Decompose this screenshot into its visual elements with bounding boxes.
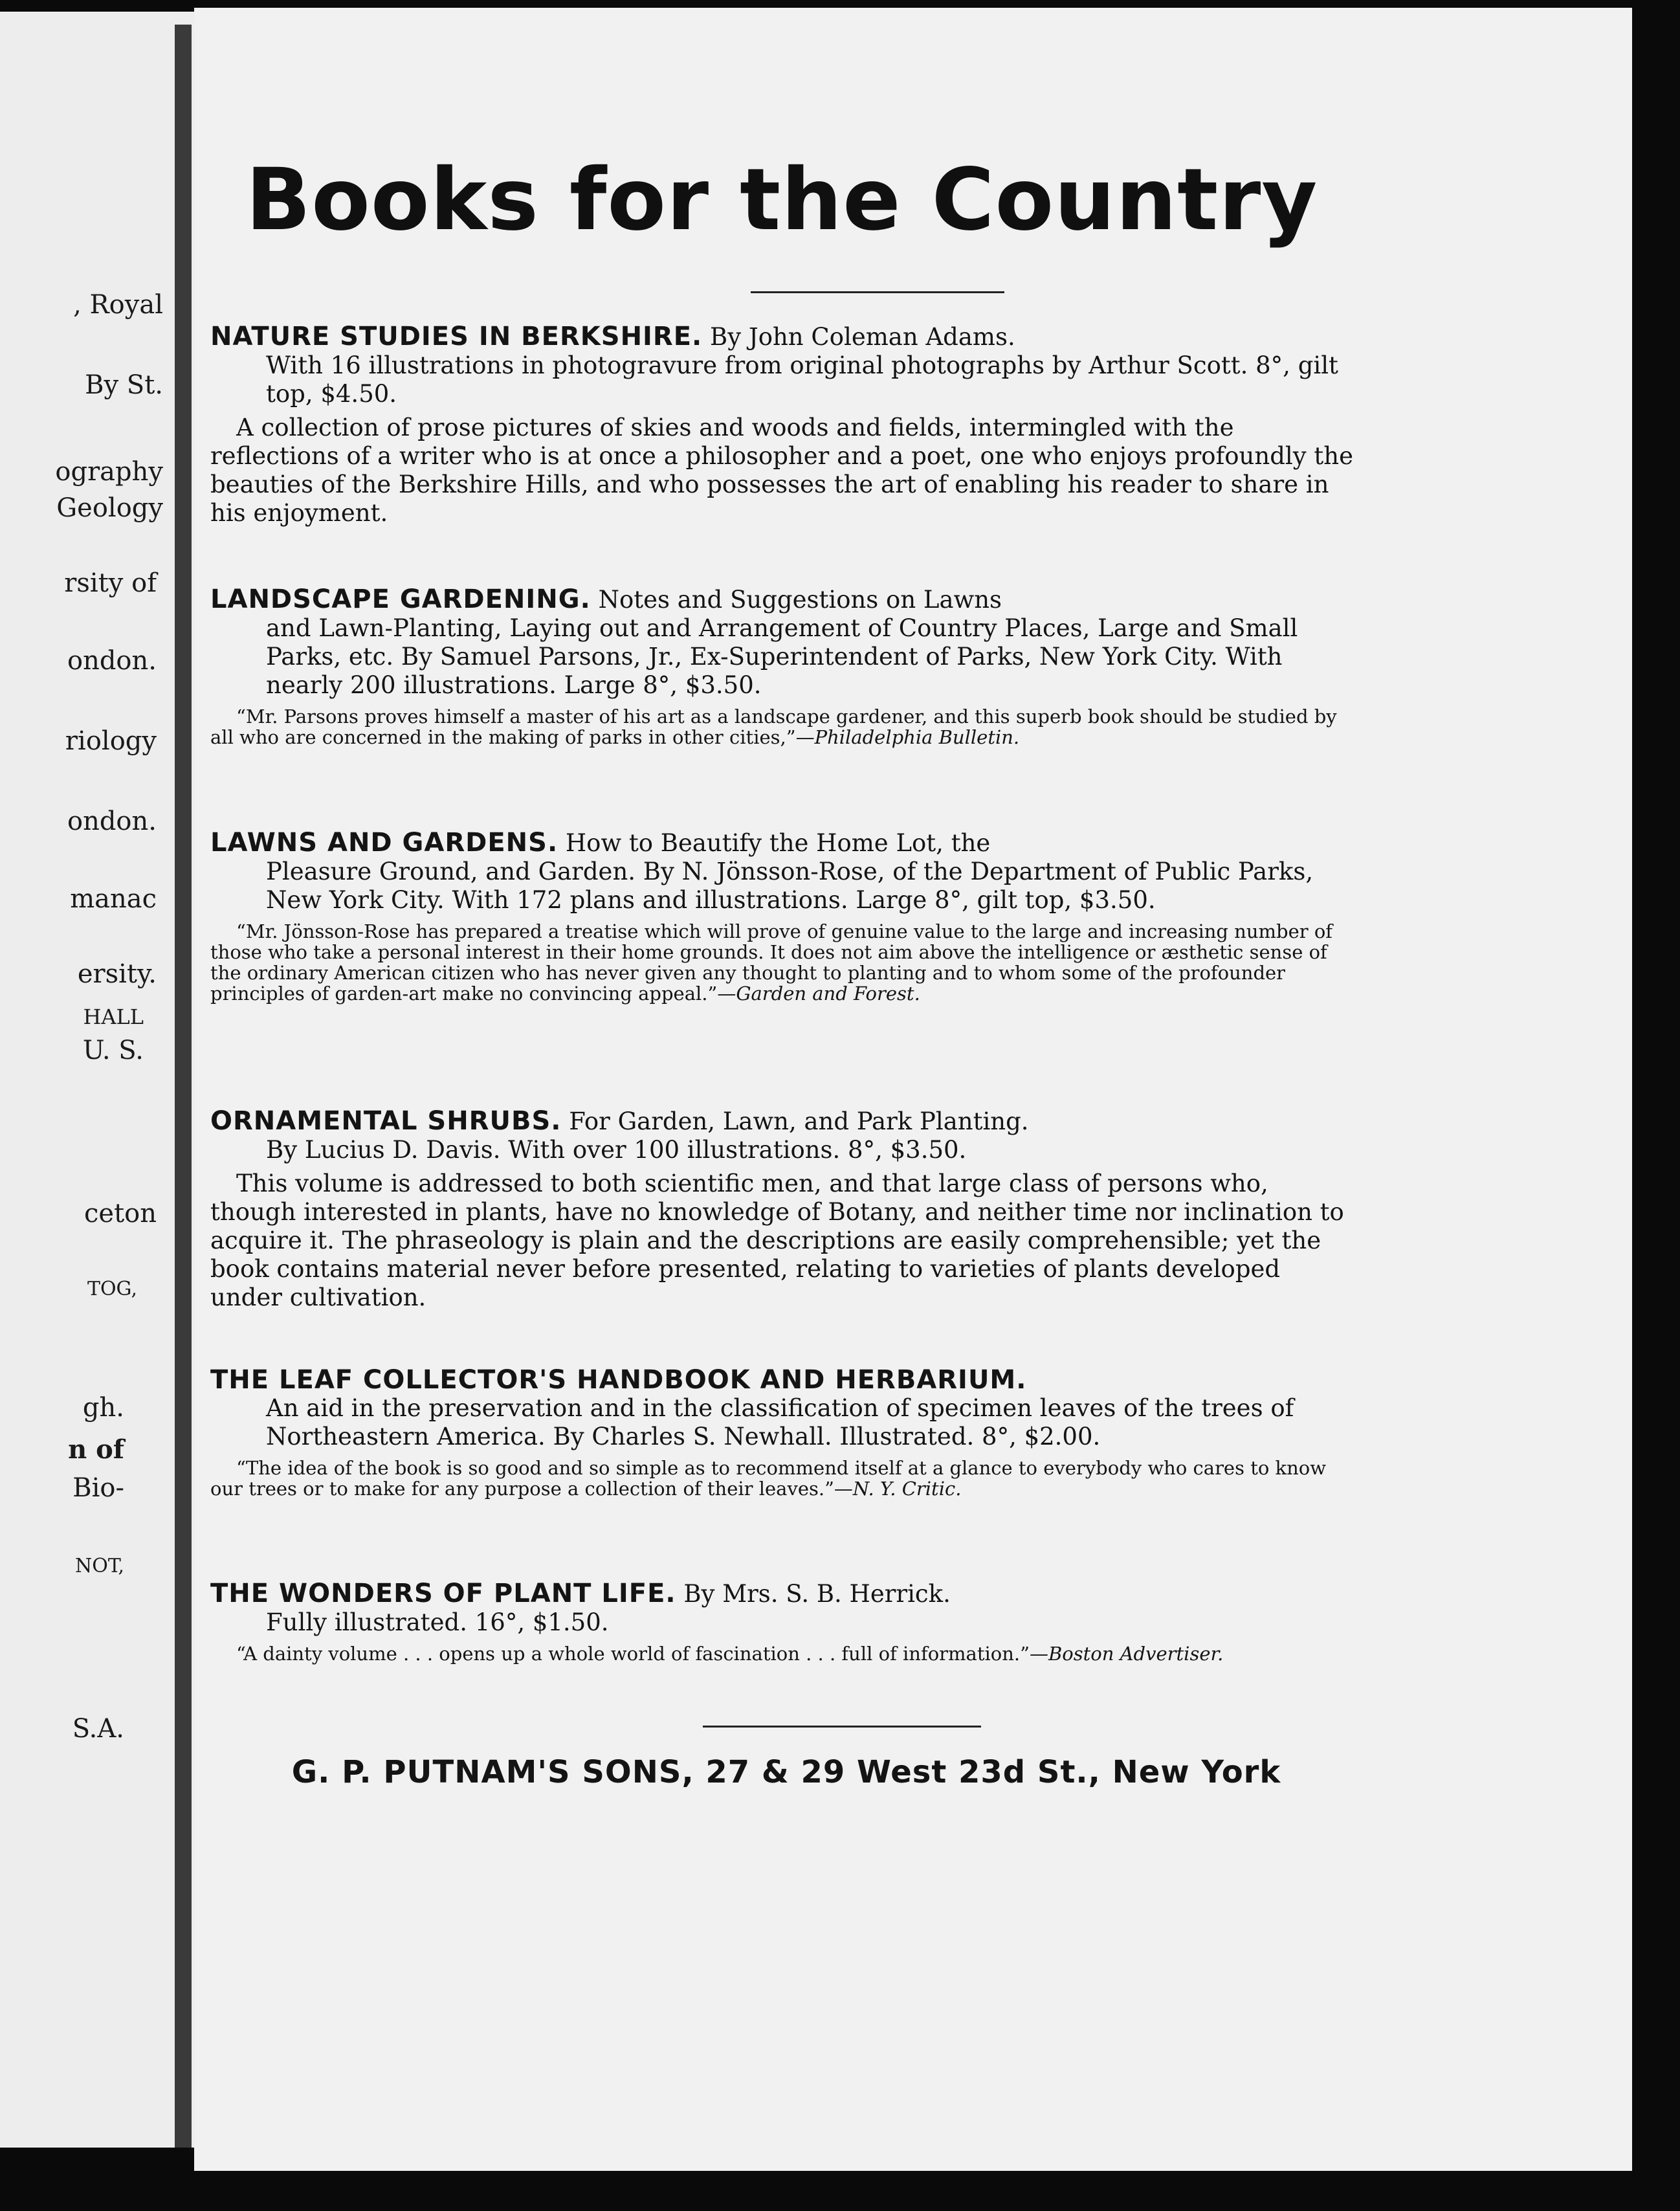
fragment-11: U. S. — [82, 1036, 144, 1065]
review-text: “A dainty volume . . . opens up a whole world of fascination . . . full of information.” — [236, 1643, 1030, 1665]
book-spine — [175, 25, 192, 2148]
book-review — [210, 1643, 1356, 1664]
book-title: THE WONDERS OF PLANT LIFE. — [210, 1579, 676, 1608]
fragment-2: ography — [55, 457, 163, 487]
book-review — [210, 706, 1356, 748]
fragment-15: n of — [68, 1434, 124, 1465]
book-entry-nature-studies — [210, 322, 1356, 528]
fragment-7: ondon. — [67, 806, 157, 836]
book-author: By Mrs. S. B. Herrick. — [683, 1580, 951, 1608]
footer-rule — [703, 1726, 981, 1728]
review-source: —Garden and Forest. — [717, 983, 920, 1005]
book-details: By Lucius D. Davis. With over 100 illustrations. 8°, $3.50. — [266, 1136, 967, 1164]
fragment-17: NOT, — [75, 1555, 124, 1577]
review-source: —Boston Advertiser. — [1029, 1643, 1224, 1665]
review-text: “Mr. Parsons proves himself a master of his art as a landscape gardener, and this superb book should be studied by all who are concerned in the making of parks in other cities,” — [210, 706, 1337, 748]
fragment-8: manac — [70, 884, 157, 914]
book-description: A collection of prose pictures of skies and woods and fields, intermingled with the reflections of a writer who is at once a philosopher and a poet, one who enjoys profoundly the beauties of the Berkshire Hills, and who possesses the art of enabling his reader to share in his enjoyment. — [210, 414, 1353, 527]
book-subtitle: Notes and Suggestions on Lawns — [598, 586, 1002, 614]
fragment-6: riology — [65, 726, 157, 756]
page-title: Books for the Country — [245, 150, 1318, 250]
book-title: LANDSCAPE GARDENING. — [210, 584, 591, 614]
book-author: By John Coleman Adams. — [710, 323, 1015, 351]
review-source: —Philadelphia Bulletin. — [795, 726, 1020, 748]
book-review — [210, 921, 1356, 1004]
book-entry-wonders-of-plant-life — [210, 1579, 1356, 1664]
book-details: With 16 illustrations in photogravure from original photographs by Arthur Scott. 8°, gilt top, $4.50. — [266, 351, 1338, 408]
publisher-footer: G. P. PUTNAM'S SONS, 27 & 29 West 23d St., New York — [291, 1754, 1281, 1790]
book-entry-ornamental-shrubs — [210, 1107, 1356, 1312]
fragment-13: TOG, — [87, 1278, 137, 1300]
review-text: “Mr. Jönsson-Rose has prepared a treatise which will prove of genuine value to the large and increasing number of those who take a personal interest in their home grounds. It does not aim above the intelligence or æsthetic sense of the ordinary American citizen who has never given any thought to planting and to whom some of the profounder principles of garden-art make no convincing appeal.” — [210, 920, 1333, 1005]
fragment-12: ceton — [84, 1199, 157, 1228]
fragment-0: , Royal — [73, 290, 163, 320]
review-text: “The idea of the book is so good and so simple as to recommend itself at a glance to everybody who cares to know our trees or to make for any purpose a collection of their leaves.” — [210, 1457, 1327, 1500]
book-details: Fully illustrated. 16°, $1.50. — [266, 1608, 609, 1636]
book-title: LAWNS AND GARDENS. — [210, 828, 558, 858]
fragment-5: ondon. — [67, 646, 157, 676]
book-details: and Lawn-Planting, Laying out and Arrangement of Country Places, Large and Small Parks, etc. By Samuel Parsons, Jr., Ex-Superintendent of Parks, New York City. With nearly 200 illustrations. Large 8°, $3.50. — [266, 614, 1298, 699]
fragment-1: By St. — [85, 370, 163, 400]
book-subtitle: For Garden, Lawn, and Park Planting. — [569, 1107, 1029, 1135]
book-entry-landscape-gardening — [210, 585, 1356, 748]
fragment-14: gh. — [82, 1393, 124, 1423]
fragment-3: Geology — [56, 493, 163, 523]
book-title: ORNAMENTAL SHRUBS. — [210, 1106, 562, 1136]
book-entry-leaf-collector — [210, 1366, 1356, 1499]
book-subtitle: How to Beautify the Home Lot, the — [565, 829, 991, 857]
review-source: —N. Y. Critic. — [834, 1478, 962, 1500]
fragment-9: ersity. — [77, 959, 157, 989]
book-details: Pleasure Ground, and Garden. By N. Jönsson-Rose, of the Department of Public Parks, New York City. With 172 plans and illustrations. Large 8°, gilt top, $3.50. — [266, 858, 1314, 914]
book-review — [210, 1458, 1356, 1499]
book-title: THE LEAF COLLECTOR'S HANDBOOK AND HERBARIUM. — [210, 1365, 1027, 1395]
book-description: This volume is addressed to both scientific men, and that large class of persons who, though interested in plants, have no knowledge of Botany, and neither time nor inclination to acquire it. The phraseology is plain and the descriptions are easily comprehensible; yet the book contains material never before presented, relating to varieties of plants developed under cultivation. — [210, 1170, 1344, 1311]
fragment-4: rsity of — [64, 568, 157, 598]
fragment-18: S.A. — [72, 1714, 124, 1744]
book-title: NATURE STUDIES IN BERKSHIRE. — [210, 322, 703, 351]
fragment-10: HALL — [83, 1005, 144, 1029]
fragment-16: Bio- — [72, 1473, 124, 1503]
book-details: An aid in the preservation and in the classification of specimen leaves of the trees of Northeastern America. By Charles S. Newhall. Illustrated. 8°, $2.00. — [266, 1394, 1294, 1450]
title-rule — [751, 291, 1004, 293]
book-entry-lawns-and-gardens — [210, 828, 1356, 1004]
